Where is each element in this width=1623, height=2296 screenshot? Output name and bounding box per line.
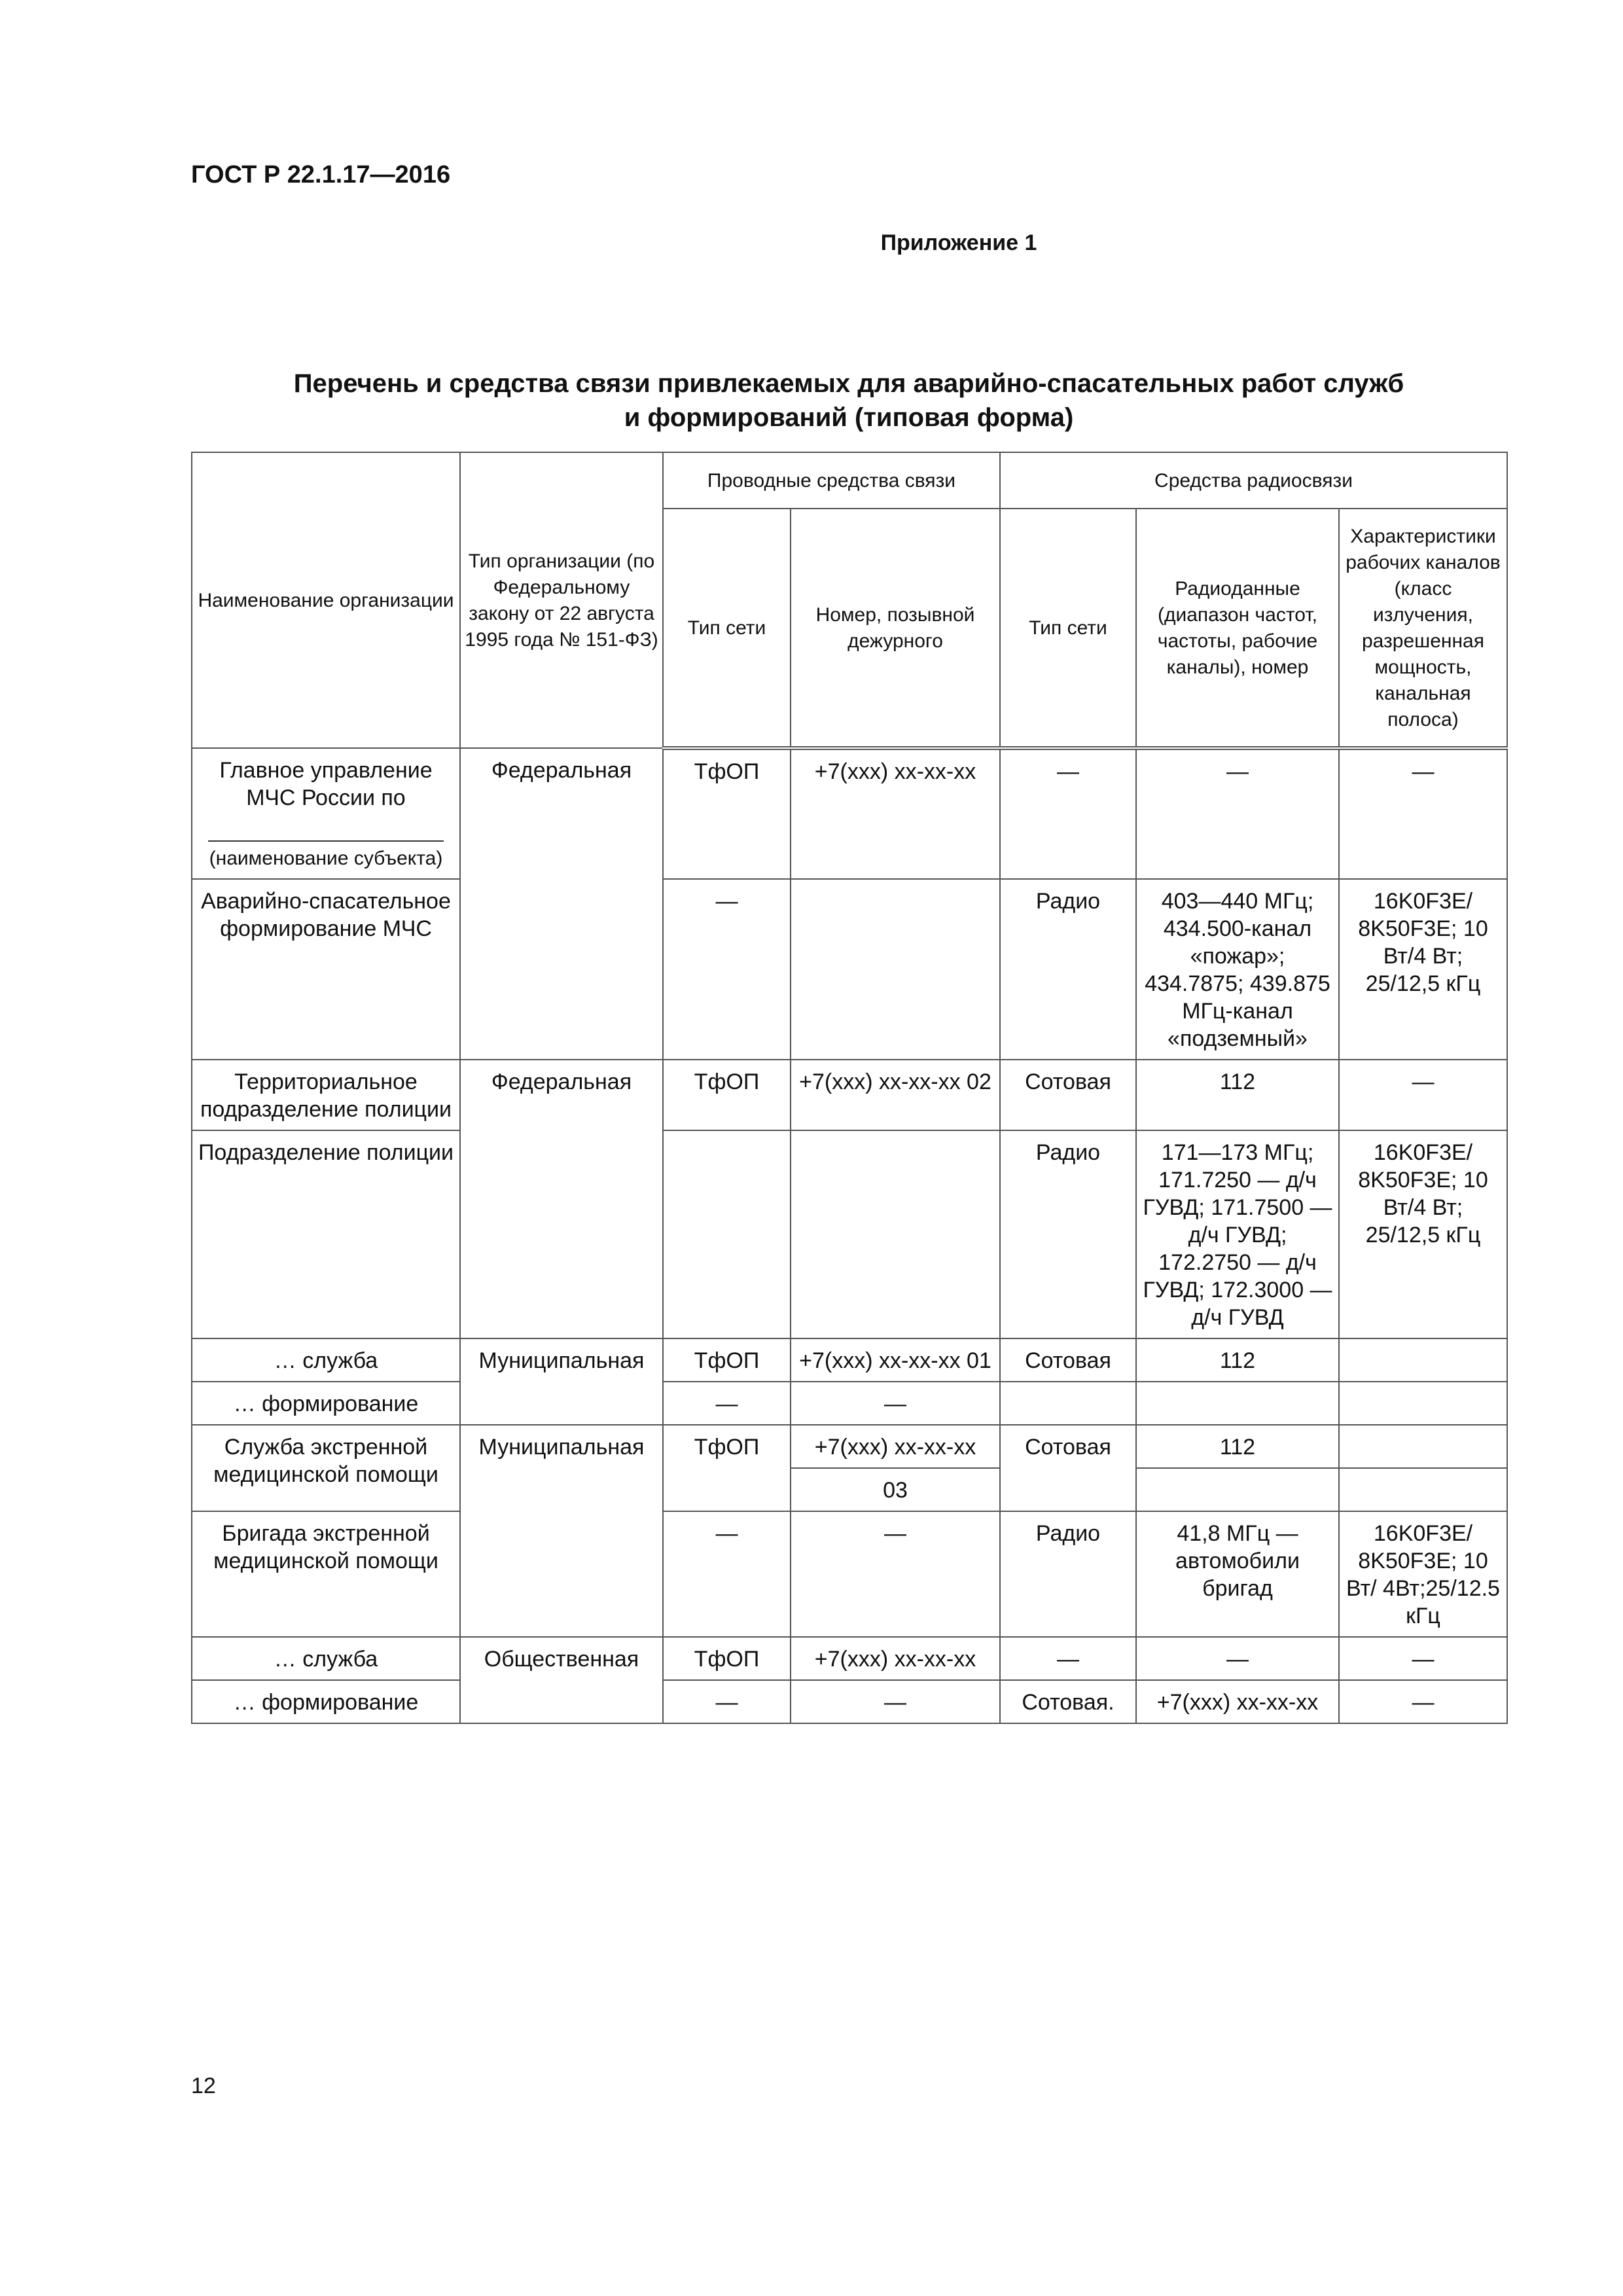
cell-org-name: Аварийно-спасательное формирование МЧС	[192, 879, 460, 1060]
table-row	[192, 1425, 1507, 1468]
cell-org-name: Подразделение полиции	[192, 1130, 460, 1338]
cell-org-name: Территориальное подразделение полиции	[192, 1060, 460, 1130]
cell-org-name: … формирование	[192, 1382, 460, 1425]
appendix-label: Приложение 1	[880, 230, 1037, 255]
cell-wired-net: —	[663, 1382, 791, 1425]
cell-wired-number: +7(ххх) хх-хх-хх	[791, 748, 1000, 879]
cell-radio-net: Радио	[1000, 879, 1136, 1060]
header-radio-net-type: Тип сети	[1000, 509, 1136, 748]
cell-radio-channels: —	[1339, 1060, 1507, 1130]
cell-wired-number	[791, 1130, 1000, 1338]
cell-org-type: Муниципальная	[460, 1425, 663, 1637]
communications-table	[191, 452, 1508, 1724]
cell-radio-channels: 16K0F3E/ 8K50F3E; 10 Вт/4 Вт; 25/12,5 кГц	[1339, 879, 1507, 1060]
cell-radio-net: Радио	[1000, 1130, 1136, 1338]
cell-org-name: Бригада экстренной медицинской помощи	[192, 1511, 460, 1637]
cell-wired-net: ТфОП	[663, 1338, 791, 1382]
table-row	[192, 1680, 1507, 1723]
cell-org-name	[192, 748, 460, 879]
table-row	[192, 748, 1507, 879]
cell-wired-number-2: 03	[791, 1468, 1000, 1511]
table-row	[192, 1382, 1507, 1425]
cell-radio-data: +7(ххх) хх-хх-хх	[1136, 1680, 1339, 1723]
cell-org-type: Федеральная	[460, 1060, 663, 1338]
cell-radio-net: Сотовая.	[1000, 1680, 1136, 1723]
table-row	[192, 1511, 1507, 1637]
cell-wired-net: ТфОП	[663, 748, 791, 879]
cell-radio-net: Сотовая	[1000, 1425, 1136, 1511]
cell-radio-data: —	[1136, 748, 1339, 879]
title-line-1: Перечень и средства связи привлекаемых для аварийно-спасательных работ служб	[293, 369, 1404, 398]
cell-radio-data-empty	[1136, 1468, 1339, 1511]
header-row-1	[192, 452, 1507, 509]
cell-radio-channels: —	[1339, 748, 1507, 879]
cell-org-type: Общественная	[460, 1637, 663, 1723]
cell-org-name: … формирование	[192, 1680, 460, 1723]
cell-wired-number: +7(ххх) хх-хх-хх 01	[791, 1338, 1000, 1382]
cell-wired-net: —	[663, 879, 791, 1060]
cell-org-name: … служба	[192, 1637, 460, 1680]
cell-radio-data: —	[1136, 1637, 1339, 1680]
document-title	[191, 367, 1507, 435]
cell-wired-number: +7(ххх) хх-хх-хх	[791, 1425, 1000, 1468]
header-wired-net-type: Тип сети	[663, 509, 791, 748]
cell-radio-data: 171—173 МГц; 171.7250 — д/ч ГУВД; 171.7500 — д/ч ГУВД; 172.2750 — д/ч ГУВД; 172.3000 — д/ч ГУВД	[1136, 1130, 1339, 1338]
cell-radio-channels: —	[1339, 1637, 1507, 1680]
header-wired-number: Номер, позывной дежурного	[791, 509, 1000, 748]
header-radio-data: Радиоданные (диапазон частот, частоты, рабочие каналы), номер	[1136, 509, 1339, 748]
header-wired-group: Проводные средства связи	[663, 452, 1000, 509]
cell-radio-net	[1000, 1382, 1136, 1425]
header-org-type: Тип организации (по Федеральному закону от 22 августа 1995 года № 151-ФЗ)	[460, 452, 663, 748]
cell-radio-data: 41,8 МГц — автомобили бригад	[1136, 1511, 1339, 1637]
cell-wired-number: —	[791, 1680, 1000, 1723]
cell-radio-data: 403—440 МГц; 434.500-канал «пожар»; 434.7875; 439.875 МГц-канал «подземный»	[1136, 879, 1339, 1060]
cell-org-type: Муниципальная	[460, 1338, 663, 1425]
cell-wired-net	[663, 1130, 791, 1338]
header-radio-group: Средства радиосвязи	[1000, 452, 1507, 509]
cell-wired-net: ТфОП	[663, 1637, 791, 1680]
cell-radio-net: Сотовая	[1000, 1338, 1136, 1382]
cell-org-name: … служба	[192, 1338, 460, 1382]
blank-fill-line	[208, 818, 444, 842]
cell-radio-data: 112	[1136, 1425, 1339, 1468]
org-name-text: Главное управление МЧС России по	[219, 758, 433, 810]
header-org-name: Наименование организации	[192, 452, 460, 748]
header-radio-channels: Характеристики рабочих каналов (класс излучения, разрешенная мощность, канальная полоса)	[1339, 509, 1507, 748]
title-line-2: и формирований (типовая форма)	[624, 403, 1074, 432]
cell-wired-net: —	[663, 1511, 791, 1637]
cell-radio-channels	[1339, 1338, 1507, 1382]
cell-org-name: Служба экстренной медицинской помощи	[192, 1425, 460, 1511]
cell-radio-data	[1136, 1382, 1339, 1425]
cell-radio-net: Сотовая	[1000, 1060, 1136, 1130]
table-row	[192, 1637, 1507, 1680]
cell-radio-data: 112	[1136, 1060, 1339, 1130]
cell-radio-net: Радио	[1000, 1511, 1136, 1637]
table-row	[192, 1338, 1507, 1382]
cell-org-type: Федеральная	[460, 748, 663, 1060]
cell-wired-net: ТфОП	[663, 1425, 791, 1511]
cell-wired-net: ТфОП	[663, 1060, 791, 1130]
page-number: 12	[191, 2073, 216, 2098]
cell-radio-channels: —	[1339, 1680, 1507, 1723]
cell-wired-number: +7(ххх) хх-хх-хх 02	[791, 1060, 1000, 1130]
cell-wired-number: —	[791, 1511, 1000, 1637]
cell-wired-number	[791, 879, 1000, 1060]
cell-radio-data: 112	[1136, 1338, 1339, 1382]
cell-radio-channels-empty	[1339, 1468, 1507, 1511]
cell-wired-net: —	[663, 1680, 791, 1723]
cell-radio-net: —	[1000, 1637, 1136, 1680]
cell-radio-channels	[1339, 1382, 1507, 1425]
table-row	[192, 879, 1507, 1060]
table-row	[192, 1130, 1507, 1338]
cell-wired-number: +7(ххх) хх-хх-хх	[791, 1637, 1000, 1680]
standard-code: ГОСТ Р 22.1.17—2016	[191, 161, 451, 188]
org-name-note: (наименование субъекта)	[209, 848, 443, 869]
cell-radio-channels: 16K0F3E/ 8K50F3E; 10 Вт/ 4Вт;25/12.5 кГц	[1339, 1511, 1507, 1637]
cell-radio-channels	[1339, 1425, 1507, 1468]
table-row	[192, 1060, 1507, 1130]
cell-radio-net: —	[1000, 748, 1136, 879]
cell-radio-channels: 16K0F3E/ 8K50F3E; 10 Вт/4 Вт; 25/12,5 кГц	[1339, 1130, 1507, 1338]
cell-wired-number: —	[791, 1382, 1000, 1425]
